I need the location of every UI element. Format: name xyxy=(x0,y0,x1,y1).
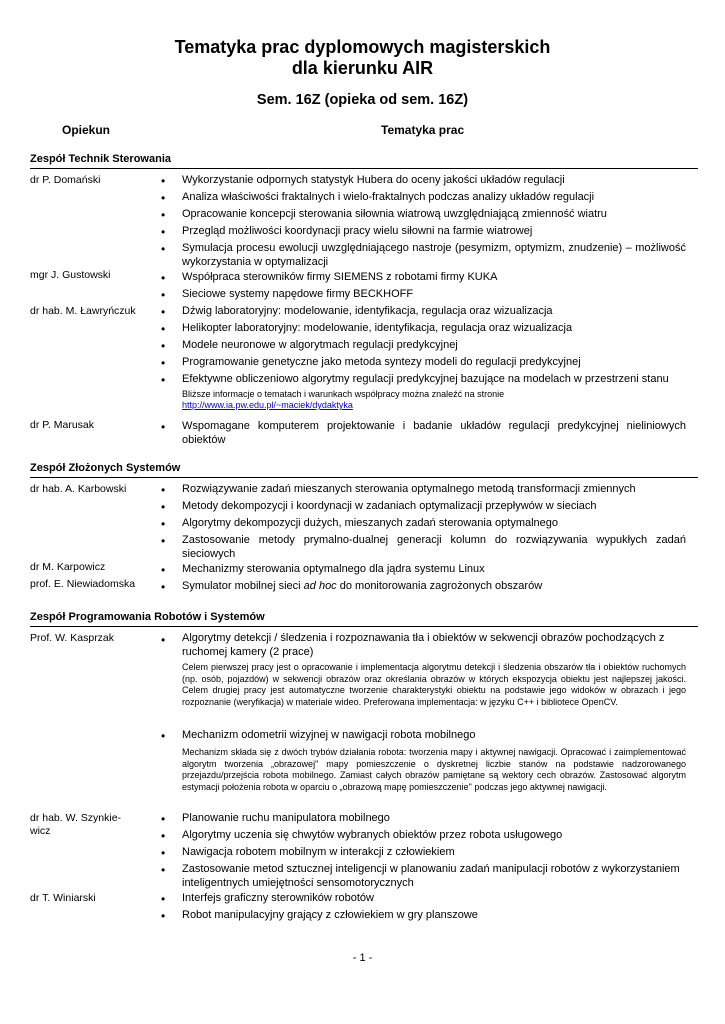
topic-item: Mechanizmy sterowania optymalnego dla jądra systemu Linux xyxy=(182,563,485,575)
topic-item: Dźwig laboratoryjny: modelowanie, identyfikacja, regulacja oraz wizualizacja xyxy=(182,305,553,317)
topic-item: Zastosowanie metod sztucznej inteligencji w planowaniu zadań manipulacji robotów z wykorzystaniem inteligentnych umiejętności sensomotorycznych xyxy=(182,863,680,889)
bullet-icon: • xyxy=(161,174,166,188)
bullet-icon: • xyxy=(161,208,166,222)
supervisor-name: dr P. Marusak xyxy=(30,419,94,431)
topic-note: Mechanizm składa się z dwóch trybów działania robota: tworzenia mapy i aktywnej nawigacji. Opracować i zaimplementować algorytm tworzenia „obrazowej" mapy pomieszczenie o dyskretnej liczbie stanów na podstawie nadzorowanego przejazdu/przejścia robota mobilnego. Zamiast całych obrazów pamiętane są wektory cech obrazów. Zastosować algorytm estymacji położenia robota w oparciu o „obrazową mapę pomieszczenie" podczas jego aktywnej nawigacji. xyxy=(182,747,686,792)
topic-item: Zastosowanie metody prymalno-dualnej generacji kolumn do rozwiązywania wypukłych zadań sieciowych xyxy=(182,534,686,560)
bullet-icon: • xyxy=(161,909,166,923)
supervisor-name: dr T. Winiarski xyxy=(30,892,96,904)
topic-item: Wykorzystanie odpornych statystyk Hubera do oceny jakości układów regulacji xyxy=(182,174,565,186)
supervisor-name: mgr J. Gustowski xyxy=(30,269,111,281)
bullet-icon: • xyxy=(161,242,166,256)
bullet-icon: • xyxy=(161,580,166,594)
bullet-icon: • xyxy=(161,846,166,860)
supervisor-name-cont: wicz xyxy=(30,825,51,837)
supervisor-name: dr hab. W. Szynkie- xyxy=(30,812,122,824)
column-header-supervisor: Opiekun xyxy=(62,123,111,137)
topic-item: Modele neuronowe w algorytmach regulacji predykcyjnej xyxy=(182,339,458,351)
section-divider xyxy=(30,168,698,169)
bullet-icon: • xyxy=(161,373,166,387)
topic-item: Symulator mobilnej sieci ad hoc do monitorowania zagrożonych obszarów xyxy=(182,580,543,592)
supervisor-name: dr P. Domański xyxy=(30,174,101,186)
topic-item: Planowanie ruchu manipulatora mobilnego xyxy=(182,812,390,824)
section-divider xyxy=(30,477,698,478)
section-title: Zespół Złożonych Systemów xyxy=(30,462,181,474)
bullet-icon: • xyxy=(161,483,166,497)
topic-item: Przegląd możliwości koordynacji pracy wielu siłowni na farmie wiatrowej xyxy=(182,225,533,237)
column-header-topics: Tematyka prac xyxy=(381,123,465,137)
topic-item: Analiza właściwości fraktalnych i wielo-fraktalnych podczas analizy układów regulacji xyxy=(182,191,595,203)
supervisor-name: dr M. Karpowicz xyxy=(30,561,106,573)
supervisor-name: prof. E. Niewiadomska xyxy=(30,578,136,590)
bullet-icon: • xyxy=(161,339,166,353)
topic-item: Efektywne obliczeniowo algorytmy regulacji predykcyjnej bazujące na modelach w przestrzeni stanu xyxy=(182,373,669,385)
dydaktyka-link[interactable]: http://www.ia.pw.edu.pl/~maciek/dydaktyka xyxy=(182,400,353,410)
topic-item: Współpraca sterowników firmy SIEMENS z robotami firmy KUKA xyxy=(182,271,498,283)
page-title: Tematyka prac dyplomowych magisterskich xyxy=(174,37,551,57)
topic-item: Metody dekompozycji i koordynacji w zadaniach optymalizacji przepływów w sieciach xyxy=(182,500,597,512)
bullet-icon: • xyxy=(161,420,166,434)
bullet-icon: • xyxy=(161,729,166,743)
topic-item: Robot manipulacyjny grający z człowiekiem w gry planszowe xyxy=(182,909,478,921)
supervisor-name: dr hab. A. Karbowski xyxy=(30,483,127,495)
topic-item: Algorytmy detekcji / śledzenia i rozpoznawania tła i obiektów w sekwencji obrazów pochodzących z ruchomej kamery (2 prace) xyxy=(182,632,665,658)
page-title-line2: dla kierunku AIR xyxy=(291,58,434,78)
bullet-icon: • xyxy=(161,288,166,302)
topic-item: Programowanie genetyczne jako metoda syntezy modeli do regulacji predykcyjnej xyxy=(182,356,581,368)
topic-note: Celem pierwszej pracy jest o opracowanie i implementacja algorytmu detekcji i śledzenia obszarów tła i obiektów ruchomych (np. osób, pojazdów) w sekwencji obrazów oraz określania obrazów w których ekspozycja obiektu jest najlepszej jakości. Celem drugiej pracy jest automatyczne tworzenie charakterystyki obiektu na podstawie jego widoków w obrazach i jego rozpoznanie (weryfikacja) w materiale wideo. Preferowana implementacja: w języku C++ i bibliotece OpenCV. xyxy=(182,662,686,707)
section-title: Zespół Technik Sterowania xyxy=(30,153,171,165)
section-title: Zespół Programowania Robotów i Systemów xyxy=(30,611,265,623)
bullet-icon: • xyxy=(161,534,166,548)
bullet-icon: • xyxy=(161,500,166,514)
supervisor-name: Prof. W. Kasprzak xyxy=(30,632,115,644)
topic-item: Algorytmy dekompozycji dużych, mieszanych zadań sterowania optymalnego xyxy=(182,517,559,529)
bullet-icon: • xyxy=(161,356,166,370)
topic-note: Bliższe informacje o tematach i warunkach współpracy można znaleźć na stronie xyxy=(182,389,505,399)
bullet-icon: • xyxy=(161,812,166,826)
page-subtitle: Sem. 16Z (opieka od sem. 16Z) xyxy=(256,92,469,108)
bullet-icon: • xyxy=(161,892,166,906)
bullet-icon: • xyxy=(161,633,166,647)
section-divider xyxy=(30,626,698,627)
bullet-icon: • xyxy=(161,225,166,239)
topic-item: Opracowanie koncepcji sterowania siłownia wiatrową uwzględniającą zmienność wiatru xyxy=(182,208,607,220)
page-number: - 1 - xyxy=(352,952,373,964)
supervisor-name: dr hab. M. Ławryńczuk xyxy=(30,305,136,317)
bullet-icon: • xyxy=(161,563,166,577)
bullet-icon: • xyxy=(161,322,166,336)
bullet-icon: • xyxy=(161,191,166,205)
topic-item: Mechanizm odometrii wizyjnej w nawigacji robota mobilnego xyxy=(182,729,476,741)
bullet-icon: • xyxy=(161,271,166,285)
topic-item: Wspomagane komputerem projektowanie i badanie układów regulacji predykcyjnej nieliniowych obiektów xyxy=(182,420,686,446)
topic-item: Algorytmy uczenia się chwytów wybranych obiektów przez robota usługowego xyxy=(182,829,563,841)
topic-item: Nawigacja robotem mobilnym w interakcji z człowiekiem xyxy=(182,846,455,858)
bullet-icon: • xyxy=(161,517,166,531)
topic-item: Interfejs graficzny sterowników robotów xyxy=(182,892,374,904)
bullet-icon: • xyxy=(161,829,166,843)
topic-item: Rozwiązywanie zadań mieszanych sterowania optymalnego metodą transformacji zmiennych xyxy=(182,483,636,495)
topic-item: Symulacja procesu ewolucji uwzględniającego nastroje (pesymizm, optymizm, znudzenie) – możliwość wykorzystania w optymalizacji xyxy=(182,242,686,268)
bullet-icon: • xyxy=(161,863,166,877)
bullet-icon: • xyxy=(161,305,166,319)
topic-item: Sieciowe systemy napędowe firmy BECKHOFF xyxy=(182,288,414,300)
topic-item: Helikopter laboratoryjny: modelowanie, identyfikacja, regulacja oraz wizualizacja xyxy=(182,322,573,334)
